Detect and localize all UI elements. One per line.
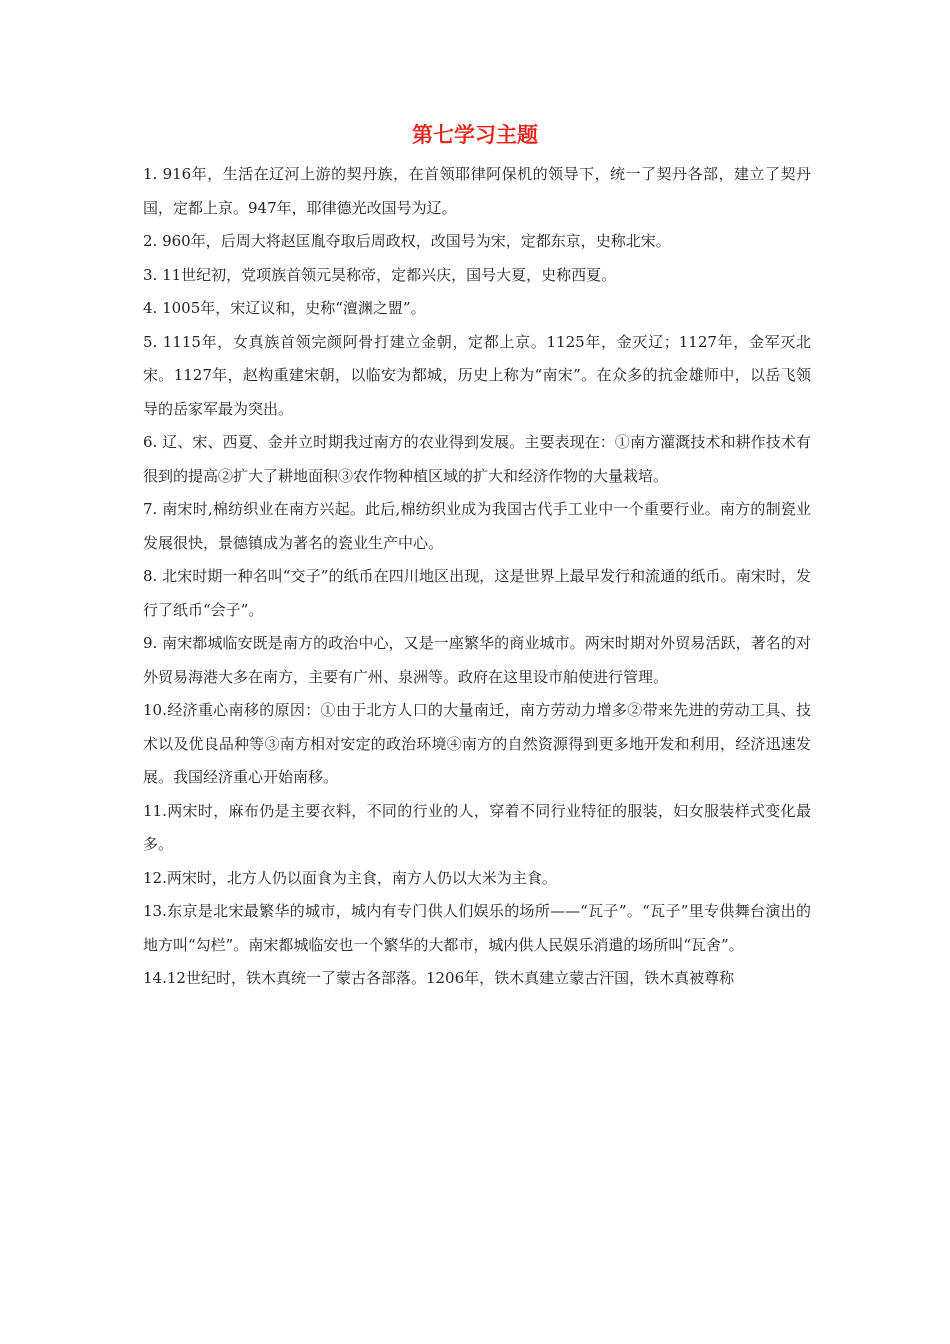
paragraph-11: 11.两宋时，麻布仍是主要衣料，不同的行业的人，穿着不同行业特征的服装，妇女服装样式变化最多。	[143, 801, 811, 853]
paragraph-10: 10.经济重心南移的原因：①由于北方人口的大量南迁，南方劳动力增多②带来先进的劳动工具、技术以及优良品种等③南方相对安定的政治环境④南方的自然资源得到更多地开发和利用，经济迅速发展。我国经济重心开始南移。	[143, 701, 811, 786]
paragraph-3: 3. 11世纪初，党项族首领元昊称帝，定都兴庆，国号大夏，史称西夏。	[143, 265, 617, 284]
paragraph-5: 5. 1115年，女真族首领完颜阿骨打建立金朝，定都上京。1125年，金灭辽；1127年，金军灭北宋。1127年，赵构重建宋朝，以临安为都城，历史上称为“南宋”。在众多的抗金雄师中，以岳飞领导的岳家军最为突出。	[143, 332, 811, 418]
paragraph-2: 2. 960年，后周大将赵匡胤夺取后周政权，改国号为宋，定都东京，史称北宋。	[143, 232, 671, 250]
page-title: 第七学习主题	[412, 123, 538, 147]
paragraph-7: 7. 南宋时,棉纺织业在南方兴起。此后,棉纺织业成为我国古代手工业中一个重要行业。南方的制瓷业发展很快，景德镇成为著名的瓷业生产中心。	[143, 500, 811, 552]
paragraph-9: 9. 南宋都城临安既是南方的政治中心，又是一座繁华的商业城市。两宋时期对外贸易活跃，著名的对外贸易海港大多在南方，主要有广州、泉洲等。政府在这里设市舶使进行管理。	[143, 634, 811, 686]
paragraph-13: 13.东京是北宋最繁华的城市，城内有专门供人们娱乐的场所——“瓦子”。“瓦子”里专供舞台演出的地方叫“勾栏”。南宋都城临安也一个繁华的大都市，城内供人民娱乐消遣的场所叫“瓦舍”。	[143, 902, 811, 954]
paragraph-8: 8. 北宋时期一种名叫“交子”的纸币在四川地区出现，这是世界上最早发行和流通的纸币。南宋时，发行了纸币“会子”。	[143, 567, 811, 619]
paragraph-6: 6. 辽、宋、西夏、金并立时期我过南方的农业得到发展。主要表现在：①南方灌溉技术和耕作技术有很到的提高②扩大了耕地面积③农作物种植区域的扩大和经济作物的大量栽培。	[143, 433, 811, 485]
document-body	[143, 158, 811, 996]
paragraph-4: 4. 1005年，宋辽议和，史称“澶渊之盟”。	[143, 299, 426, 317]
paragraph-12: 12.两宋时，北方人仍以面食为主食，南方人仍以大米为主食。	[143, 868, 557, 887]
paragraph-1: 1. 916年，生活在辽河上游的契丹族，在首领耶律阿保机的领导下，统一了契丹各部，建立了契丹国，定都上京。947年，耶律德光改国号为辽。	[143, 165, 811, 217]
paragraph-14: 14.12世纪时，铁木真统一了蒙古各部落。1206年，铁木真建立蒙古汗国，铁木真被尊称	[143, 969, 735, 987]
